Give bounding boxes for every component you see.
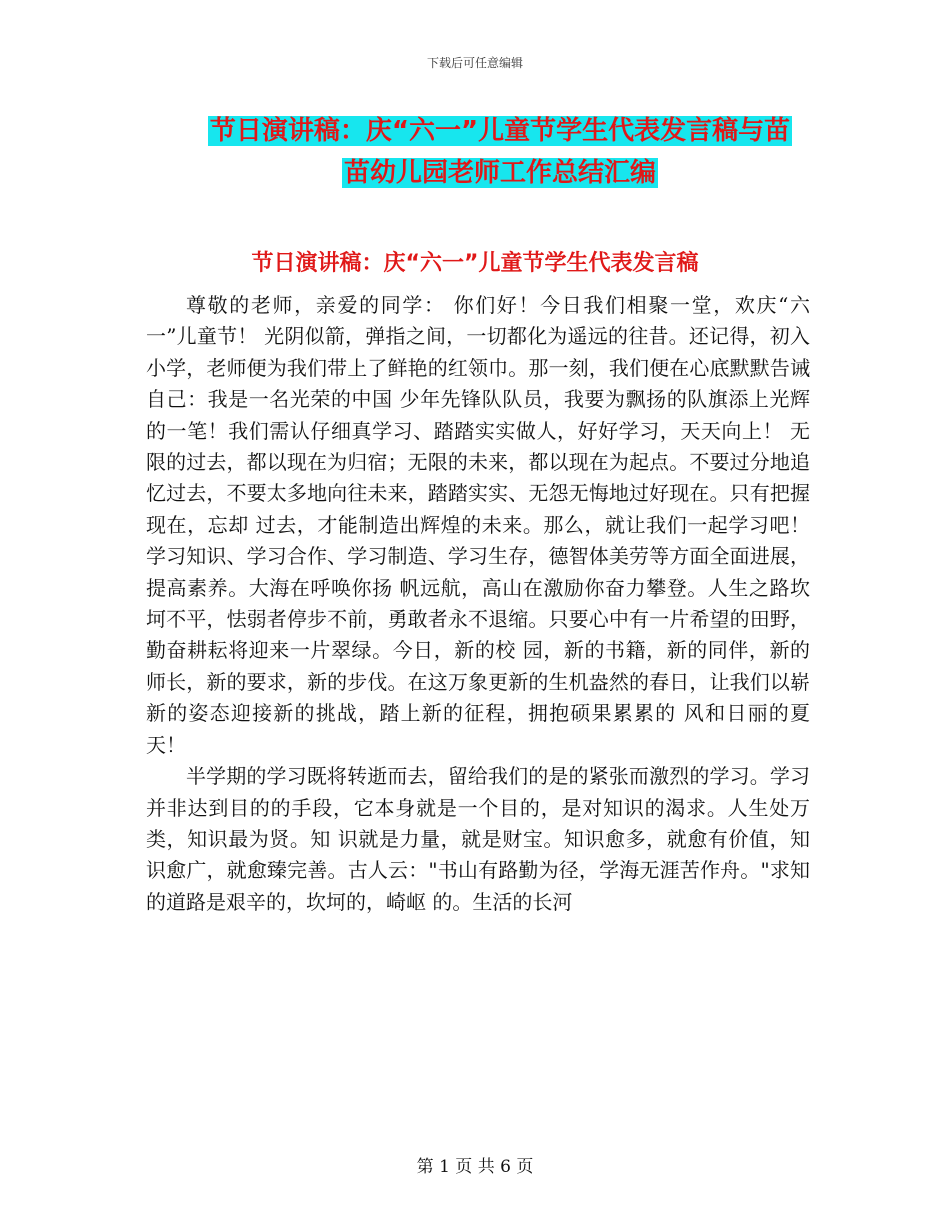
body-paragraph-1: 尊敬的老师，亲爱的同学： 你们好！今日我们相聚一堂，欢庆“六一”儿童节！ 光阴似箭，弹指之间，一切都化为遥远的往昔。还记得，初入小学，老师便为我们带上了鲜艳的红领巾。那一刻，我们便在心底默默告诫自己：我是一名光荣的中国 少年先锋队队员，我要为飘扬的队旗添上光辉的一笔！我们需认仔细真学习、踏踏实实做人，好好学习，天天向上！ 无限的过去，都以现在为归宿；无限的未来，都以现在为起点。不要过分地追忆过去，不要太多地向往未来，踏踏实实、无怨无悔地过好现在。只有把握现在，忘却 过去，才能制造出辉煌的未来。那么，就让我们一起学习吧！学习知识、学习合作、学习制造、学习生存，德智体美劳等方面全面进展，提高素养。大海在呼唤你扬 帆远航，高山在激励你奋力攀登。人生之路坎坷不平，怯弱者停步不前，勇敢者永不退缩。只要心中有一片希望的田野，勤奋耕耘将迎来一片翠绿。今日，新的校 园，新的书籍，新的同伴，新的师长，新的要求，新的步伐。在这万象更新的生机盎然的春日，让我们以崭新的姿态迎接新的挑战，踏上新的征程，拥抱硕果累累的 风和日丽的夏天！ (146, 293, 810, 757)
page-header-note: 下载后可任意编辑 (426, 56, 523, 70)
page-number-footer: 第 1 页 共 6 页 (416, 1157, 534, 1177)
document-body (146, 290, 810, 918)
section-title: 节日演讲稿：庆“六一”儿童节学生代表发言稿 (251, 251, 699, 276)
document-title-line1: 节日演讲稿：庆“六一”儿童节学生代表发言稿与苗 (209, 116, 791, 146)
document-title-line2: 苗幼儿园老师工作总结汇编 (343, 158, 656, 188)
body-paragraph-2: 半学期的学习既将转逝而去，留给我们的是的紧张而激烈的学习。学习并非达到目的的手段，它本身就是一个目的，是对知识的渴求。人生处万类，知识最为贤。知 识就是力量，就是财宝。知识愈多，就愈有价值，知识愈广，就愈臻完善。古人云："书山有路勤为径，学海无涯苦作舟。"求知的道路是艰辛的，坎坷的，崎岖 的。生活的长河 (146, 764, 810, 914)
document-title (150, 110, 850, 194)
